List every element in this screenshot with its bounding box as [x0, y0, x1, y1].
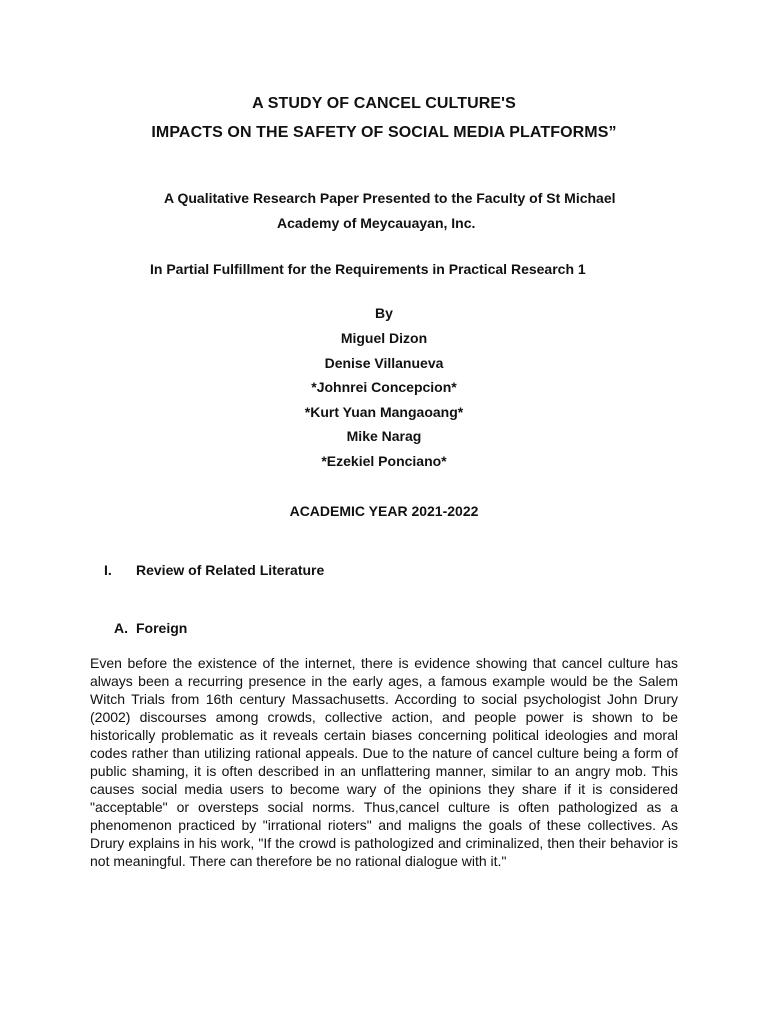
section-number: I.	[104, 562, 112, 578]
section-title: Review of Related Literature	[136, 562, 325, 578]
author-name: *Johnrei Concepcion*	[311, 379, 457, 395]
author-name: Denise Villanueva	[324, 355, 444, 371]
by-label: By	[375, 305, 393, 321]
academic-year: ACADEMIC YEAR 2021-2022	[289, 503, 479, 519]
subtitle-line-2: Academy of Meycauayan, Inc.	[277, 215, 476, 231]
title-line-2: IMPACTS ON THE SAFETY OF SOCIAL MEDIA PLATFORMS”	[151, 124, 617, 141]
author-name: *Kurt Yuan Mangaoang*	[304, 404, 464, 420]
subtitle-line-1: A Qualitative Research Paper Presented to the Faculty of St Michael	[164, 190, 616, 206]
fulfillment-statement: In Partial Fulfillment for the Requirements in Practical Research 1	[150, 261, 586, 277]
body-paragraph: Even before the existence of the internet, there is evidence showing that cancel culture has always been a recurring presence in the early ages, a famous example would be the Salem Witch Trials from 16th century Massachusetts. According to social psychologist John Drury (2002) discourses among crowds, collective action, and people power is shown to be historically problematic as it reveals certain biases concerning political ideologies and moral codes rather than utilizing rational appeals. Due to the nature of cancel culture being a form of public shaming, it is often described in an unflattering manner, similar to an angry mob. This causes social media users to become wary of the opinions they share if it is considered "acceptable" or oversteps social norms. Thus,cancel culture is often pathologized as a phenomenon practiced by "irrational rioters" and maligns the goals of these collectives. As Drury explains in his work, "If the crowd is pathologized and criminalized, then their behavior is not meaningful. There can therefore be no rational dialogue with it."	[90, 655, 678, 869]
author-name: Mike Narag	[346, 428, 422, 444]
subsection-title: Foreign	[136, 620, 188, 636]
subsection-letter: A.	[114, 620, 128, 636]
author-name: Miguel Dizon	[340, 330, 428, 346]
author-name: *Ezekiel Ponciano*	[321, 453, 447, 469]
title-line-1: A STUDY OF CANCEL CULTURE'S	[252, 95, 516, 112]
